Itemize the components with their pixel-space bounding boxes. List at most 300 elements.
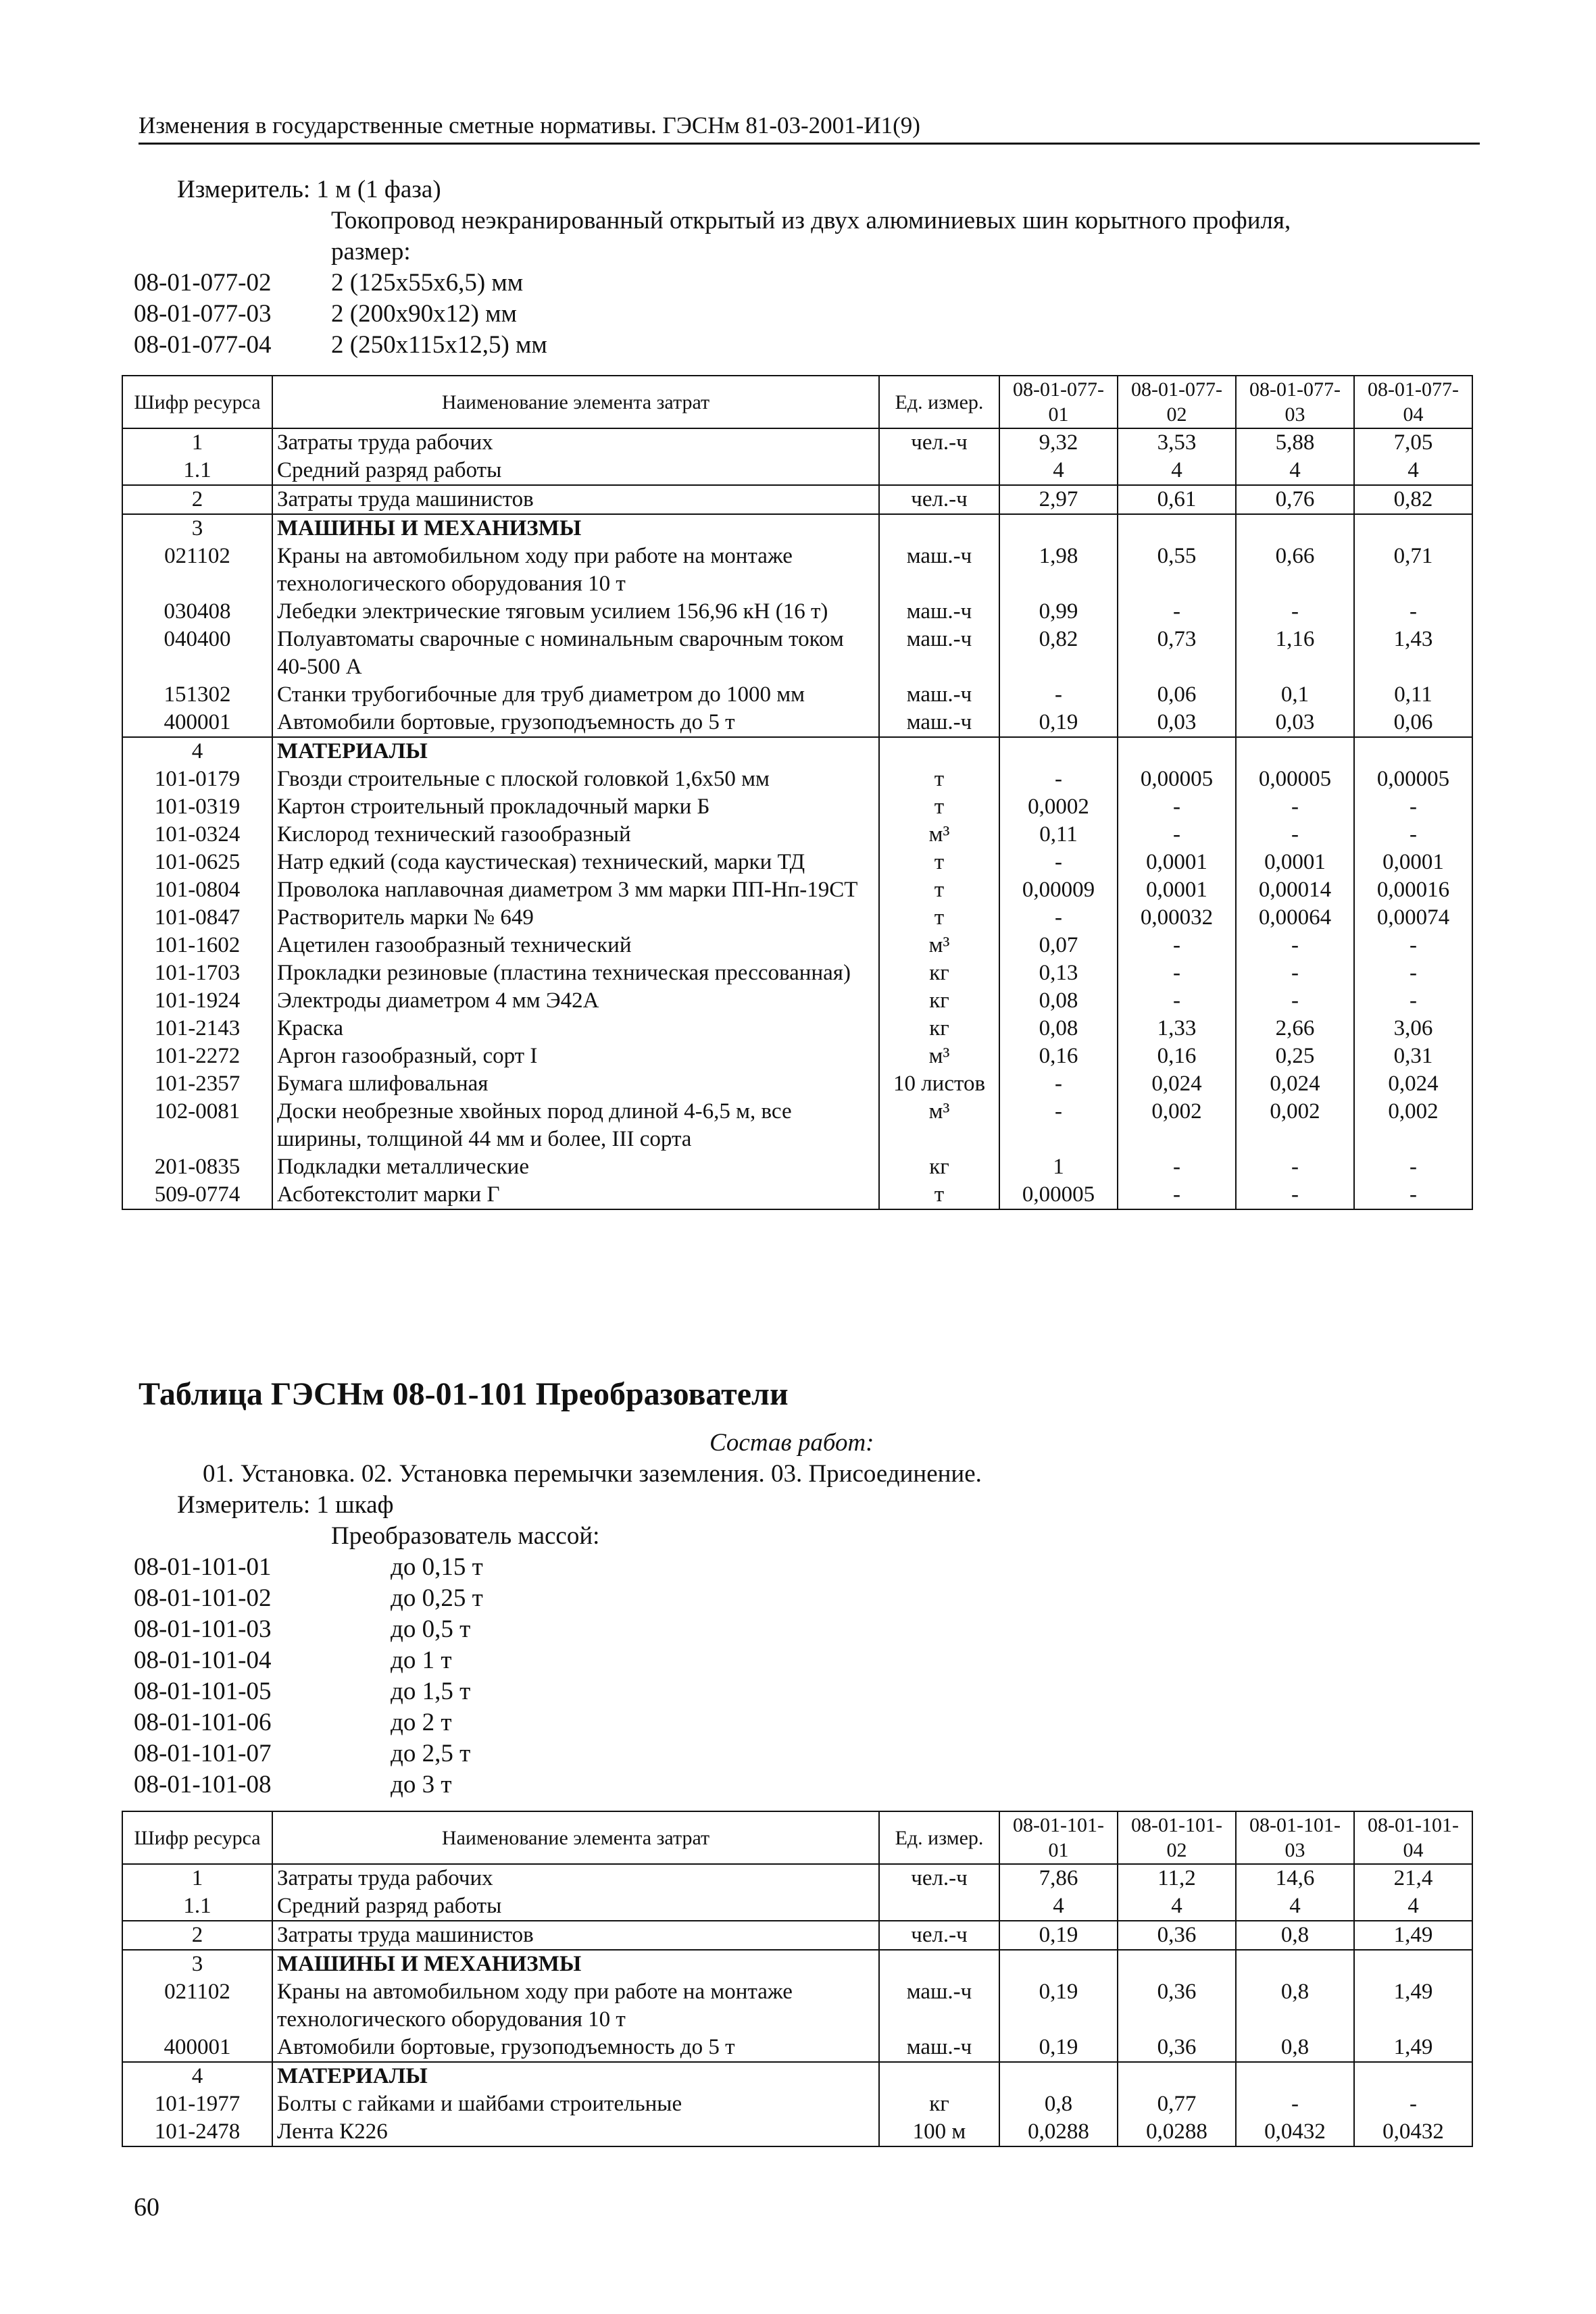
value-cell: 4 xyxy=(1354,457,1472,485)
resource-code-cell: 102-0081 xyxy=(122,1098,272,1153)
value-cell: 0,11 xyxy=(1354,681,1472,709)
unit-cell: т xyxy=(879,765,999,793)
value-cell: - xyxy=(1118,1153,1236,1181)
value-cell: 0,00005 xyxy=(1354,765,1472,793)
resource-code-cell: 101-0179 xyxy=(122,765,272,793)
value-cell: 0,55 xyxy=(1118,543,1236,598)
value-cell: 0,11 xyxy=(999,821,1118,849)
resource-table-2 xyxy=(122,1811,1473,2147)
value-cell: - xyxy=(1236,987,1354,1015)
value-cell: 0,13 xyxy=(999,959,1118,987)
resource-name-cell: Прокладки резиновые (пластина техническая прессованная) xyxy=(272,959,879,987)
resource-name-cell: Средний разряд работы xyxy=(272,1892,879,1921)
table-row xyxy=(122,626,1472,681)
value-cell: 3,06 xyxy=(1354,1015,1472,1042)
value-cell: 0,08 xyxy=(999,987,1118,1015)
norm-code: 08-01-077-02 xyxy=(134,269,272,297)
unit-cell: чел.-ч xyxy=(879,1921,999,1950)
value-cell: 5,88 xyxy=(1236,428,1354,457)
resource-code-cell: 1.1 xyxy=(122,457,272,485)
code-list-1 xyxy=(134,268,547,361)
norm-description: до 3 т xyxy=(391,1771,452,1799)
value-cell: 0,002 xyxy=(1236,1098,1354,1153)
value-cell xyxy=(1118,1950,1236,1978)
norm-description: до 0,15 т xyxy=(391,1553,483,1581)
value-cell xyxy=(1236,514,1354,543)
norm-code: 08-01-077-04 xyxy=(134,331,272,359)
unit-cell: кг xyxy=(879,2090,999,2118)
norm-code: 08-01-101-02 xyxy=(134,1584,272,1612)
value-cell: 0,08 xyxy=(999,1015,1118,1042)
value-cell xyxy=(1118,2062,1236,2090)
norm-description: до 1 т xyxy=(391,1646,452,1674)
value-cell: 0,03 xyxy=(1118,709,1236,737)
value-cell: 0,00005 xyxy=(999,1181,1118,1209)
value-cell: - xyxy=(1236,793,1354,821)
value-cell: 0,0001 xyxy=(1118,876,1236,904)
norm-code: 08-01-101-06 xyxy=(134,1709,272,1736)
resource-name-cell: Подкладки металлические xyxy=(272,1153,879,1181)
value-cell: 0,00064 xyxy=(1236,904,1354,932)
resource-code-cell: 101-2478 xyxy=(122,2118,272,2146)
value-cell: 0,99 xyxy=(999,598,1118,626)
code-list-item xyxy=(134,1645,483,1676)
unit-cell: 100 м xyxy=(879,2118,999,2146)
resource-name-cell: Затраты труда машинистов xyxy=(272,485,879,514)
norm-description: до 1,5 т xyxy=(391,1678,471,1705)
value-cell: 0,36 xyxy=(1118,2034,1236,2062)
resource-code-cell: 1.1 xyxy=(122,1892,272,1921)
resource-name-cell: Затраты труда машинистов xyxy=(272,1921,879,1950)
resource-name-cell: Станки трубогибочные для труб диаметром до 1000 мм xyxy=(272,681,879,709)
resource-name-cell: Растворитель марки № 649 xyxy=(272,904,879,932)
value-cell: 0,00016 xyxy=(1354,876,1472,904)
value-cell: 0,19 xyxy=(999,709,1118,737)
page-number: 60 xyxy=(134,2193,159,2221)
table-row xyxy=(122,2090,1472,2118)
resource-name-cell: Затраты труда рабочих xyxy=(272,428,879,457)
measure-line-1: Измеритель: 1 м (1 фаза) xyxy=(177,176,441,203)
value-cell: 0,73 xyxy=(1118,626,1236,681)
resource-code-cell: 101-0625 xyxy=(122,849,272,876)
unit-cell: кг xyxy=(879,987,999,1015)
unit-cell: маш.-ч xyxy=(879,681,999,709)
value-cell: - xyxy=(1354,959,1472,987)
resource-name-cell: Краны на автомобильном ходу при работе на монтаже технологического оборудования 10 т xyxy=(272,543,879,598)
unit-cell: т xyxy=(879,849,999,876)
resource-name-cell: Кислород технический газообразный xyxy=(272,821,879,849)
resource-code-cell: 151302 xyxy=(122,681,272,709)
unit-cell: м³ xyxy=(879,821,999,849)
unit-cell: кг xyxy=(879,1153,999,1181)
table-row xyxy=(122,959,1472,987)
value-cell: - xyxy=(1354,793,1472,821)
resource-code-cell: 4 xyxy=(122,737,272,765)
value-cell: 7,05 xyxy=(1354,428,1472,457)
table-row xyxy=(122,1042,1472,1070)
norm-code: 08-01-101-04 xyxy=(134,1646,272,1674)
resource-code-cell: 021102 xyxy=(122,543,272,598)
value-cell xyxy=(999,2062,1118,2090)
table-row xyxy=(122,543,1472,598)
table-row xyxy=(122,1950,1472,1978)
resource-name-cell: Аргон газообразный, сорт I xyxy=(272,1042,879,1070)
table-row xyxy=(122,904,1472,932)
unit-cell: кг xyxy=(879,1015,999,1042)
value-cell: - xyxy=(1354,932,1472,959)
value-cell: 1,49 xyxy=(1354,2034,1472,2062)
value-cell: 0,024 xyxy=(1236,1070,1354,1098)
value-cell: - xyxy=(1118,987,1236,1015)
value-cell: 1,43 xyxy=(1354,626,1472,681)
value-cell: - xyxy=(1236,821,1354,849)
header-col-2: 08-01-101-02 xyxy=(1118,1811,1236,1864)
resource-name-cell: Средний разряд работы xyxy=(272,457,879,485)
value-cell: 0,16 xyxy=(1118,1042,1236,1070)
value-cell: 0,00074 xyxy=(1354,904,1472,932)
norm-description: 2 (250x115x12,5) мм xyxy=(331,331,547,359)
resource-name-cell: Затраты труда рабочих xyxy=(272,1864,879,1892)
resource-code-cell: 101-1602 xyxy=(122,932,272,959)
value-cell: 0,8 xyxy=(1236,1978,1354,2034)
table-row xyxy=(122,485,1472,514)
header-name: Наименование элемента затрат xyxy=(272,1811,879,1864)
norm-description: до 0,5 т xyxy=(391,1615,471,1643)
code-list-item xyxy=(134,1614,483,1645)
value-cell: 1,49 xyxy=(1354,1921,1472,1950)
value-cell: 14,6 xyxy=(1236,1864,1354,1892)
norm-description: 2 (200x90x12) мм xyxy=(331,300,517,328)
value-cell xyxy=(999,737,1118,765)
value-cell: 4 xyxy=(999,457,1118,485)
value-cell: 0,00014 xyxy=(1236,876,1354,904)
value-cell: 0,06 xyxy=(1118,681,1236,709)
resource-name-cell: Полуавтоматы сварочные с номинальным сварочным током 40-500 А xyxy=(272,626,879,681)
code-list-item xyxy=(134,330,547,361)
description-line-1: Токопровод неэкранированный открытый из двух алюминиевых шин корытного профиля, xyxy=(331,207,1291,234)
value-cell: 0,82 xyxy=(1354,485,1472,514)
resource-name-cell: Краны на автомобильном ходу при работе на монтаже технологического оборудования 10 т xyxy=(272,1978,879,2034)
value-cell: 4 xyxy=(1118,457,1236,485)
table-row xyxy=(122,849,1472,876)
value-cell: 0,19 xyxy=(999,1978,1118,2034)
resource-code-cell: 021102 xyxy=(122,1978,272,2034)
value-cell: 1,49 xyxy=(1354,1978,1472,2034)
value-cell: - xyxy=(1354,2090,1472,2118)
resource-code-cell: 101-0847 xyxy=(122,904,272,932)
norm-description: до 2 т xyxy=(391,1709,452,1736)
header-col-3: 08-01-077-03 xyxy=(1236,376,1354,428)
table-row xyxy=(122,428,1472,457)
table-row xyxy=(122,1070,1472,1098)
table-row xyxy=(122,514,1472,543)
code-list-item xyxy=(134,299,547,330)
unit-cell: чел.-ч xyxy=(879,1864,999,1892)
value-cell: 0,76 xyxy=(1236,485,1354,514)
value-cell: - xyxy=(999,1098,1118,1153)
table-row xyxy=(122,1892,1472,1921)
table-row xyxy=(122,457,1472,485)
value-cell: 0,66 xyxy=(1236,543,1354,598)
resource-code-cell: 101-1703 xyxy=(122,959,272,987)
value-cell: 2,97 xyxy=(999,485,1118,514)
resource-name-cell: Бумага шлифовальная xyxy=(272,1070,879,1098)
value-cell: - xyxy=(1236,598,1354,626)
table-row xyxy=(122,681,1472,709)
value-cell xyxy=(1236,2062,1354,2090)
value-cell: 0,024 xyxy=(1118,1070,1236,1098)
table-row xyxy=(122,737,1472,765)
resource-code-cell: 2 xyxy=(122,1921,272,1950)
value-cell: - xyxy=(1118,821,1236,849)
resource-name-cell: Картон строительный прокладочный марки Б xyxy=(272,793,879,821)
resource-code-cell: 3 xyxy=(122,1950,272,1978)
header-code: Шифр ресурса xyxy=(122,1811,272,1864)
unit-cell: маш.-ч xyxy=(879,543,999,598)
norm-description: до 2,5 т xyxy=(391,1740,471,1767)
value-cell: 0,0001 xyxy=(1354,849,1472,876)
norm-code: 08-01-101-03 xyxy=(134,1615,272,1643)
resource-code-cell: 2 xyxy=(122,485,272,514)
value-cell: 0,06 xyxy=(1354,709,1472,737)
resource-name-cell: Краска xyxy=(272,1015,879,1042)
resource-name-cell: Электроды диаметром 4 мм Э42А xyxy=(272,987,879,1015)
value-cell: 4 xyxy=(999,1892,1118,1921)
table-row xyxy=(122,1098,1472,1153)
resource-code-cell: 101-1924 xyxy=(122,987,272,1015)
resource-code-cell: 509-0774 xyxy=(122,1181,272,1209)
resource-name-cell: Лебедки электрические тяговым усилием 156,96 кН (16 т) xyxy=(272,598,879,626)
resource-code-cell: 101-0804 xyxy=(122,876,272,904)
resource-name-cell: МАТЕРИАЛЫ xyxy=(272,2062,879,2090)
code-list-item xyxy=(134,1583,483,1614)
resource-name-cell: Автомобили бортовые, грузоподъемность до 5 т xyxy=(272,2034,879,2062)
value-cell: 0,36 xyxy=(1118,1978,1236,2034)
work-composition-title: Состав работ: xyxy=(709,1429,874,1457)
value-cell: - xyxy=(1354,987,1472,1015)
table-row xyxy=(122,1153,1472,1181)
table-row xyxy=(122,765,1472,793)
value-cell: - xyxy=(1354,1181,1472,1209)
value-cell: 0,00005 xyxy=(1118,765,1236,793)
value-cell: 0,00005 xyxy=(1236,765,1354,793)
header-col-2: 08-01-077-02 xyxy=(1118,376,1236,428)
norm-code: 08-01-101-08 xyxy=(134,1771,272,1799)
value-cell: - xyxy=(1354,821,1472,849)
table-row xyxy=(122,2034,1472,2062)
norm-description: 2 (125x55x6,5) мм xyxy=(331,269,524,297)
resource-name-cell: Ацетилен газообразный технический xyxy=(272,932,879,959)
work-composition-text: 01. Установка. 02. Установка перемычки заземления. 03. Присоединение. xyxy=(203,1460,982,1488)
unit-cell xyxy=(879,514,999,543)
unit-cell xyxy=(879,457,999,485)
resource-name-cell: МАШИНЫ И МЕХАНИЗМЫ xyxy=(272,1950,879,1978)
resource-name-cell: Асботекстолит марки Г xyxy=(272,1181,879,1209)
value-cell: 0,0288 xyxy=(999,2118,1118,2146)
value-cell: 0,36 xyxy=(1118,1921,1236,1950)
unit-cell: маш.-ч xyxy=(879,598,999,626)
resource-name-cell: Проволока наплавочная диаметром 3 мм марки ПП-Нп-19СТ xyxy=(272,876,879,904)
value-cell: - xyxy=(1118,1181,1236,1209)
unit-cell: м³ xyxy=(879,1042,999,1070)
unit-cell: чел.-ч xyxy=(879,485,999,514)
resource-code-cell: 101-2143 xyxy=(122,1015,272,1042)
value-cell: 1 xyxy=(999,1153,1118,1181)
resource-name-cell: Доски необрезные хвойных пород длиной 4-6,5 м, все ширины, толщиной 44 мм и более, III сорта xyxy=(272,1098,879,1153)
table-row xyxy=(122,1181,1472,1209)
value-cell xyxy=(1118,737,1236,765)
table-title-2: Таблица ГЭСНм 08-01-101 Преобразователи xyxy=(139,1376,789,1412)
value-cell: 9,32 xyxy=(999,428,1118,457)
unit-cell xyxy=(879,2062,999,2090)
value-cell: - xyxy=(1118,959,1236,987)
norm-code: 08-01-101-07 xyxy=(134,1740,272,1767)
value-cell: - xyxy=(1354,598,1472,626)
value-cell: - xyxy=(999,1070,1118,1098)
page-header: Изменения в государственные сметные нормативы. ГЭСНм 81-03-2001-И1(9) xyxy=(139,110,1480,145)
value-cell: - xyxy=(1118,932,1236,959)
table-row xyxy=(122,1921,1472,1950)
code-list-item xyxy=(134,1707,483,1738)
resource-code-cell: 400001 xyxy=(122,2034,272,2062)
resource-name-cell: Гвозди строительные с плоской головкой 1,6х50 мм xyxy=(272,765,879,793)
value-cell: 2,66 xyxy=(1236,1015,1354,1042)
table-row xyxy=(122,987,1472,1015)
header-col-4: 08-01-077-04 xyxy=(1354,376,1472,428)
value-cell: 7,86 xyxy=(999,1864,1118,1892)
header-name: Наименование элемента затрат xyxy=(272,376,879,428)
value-cell: 0,19 xyxy=(999,2034,1118,2062)
header-code: Шифр ресурса xyxy=(122,376,272,428)
table-row xyxy=(122,932,1472,959)
unit-cell: маш.-ч xyxy=(879,1978,999,2034)
table-row xyxy=(122,1978,1472,2034)
value-cell xyxy=(1354,1950,1472,1978)
resource-code-cell: 1 xyxy=(122,1864,272,1892)
value-cell: 0,03 xyxy=(1236,709,1354,737)
resource-code-cell: 201-0835 xyxy=(122,1153,272,1181)
value-cell xyxy=(1118,514,1236,543)
header-col-1: 08-01-101-01 xyxy=(999,1811,1118,1864)
value-cell: 21,4 xyxy=(1354,1864,1472,1892)
unit-cell: маш.-ч xyxy=(879,709,999,737)
unit-cell: т xyxy=(879,793,999,821)
value-cell: - xyxy=(1236,932,1354,959)
value-cell xyxy=(999,1950,1118,1978)
value-cell: 0,71 xyxy=(1354,543,1472,598)
table-row xyxy=(122,876,1472,904)
resource-name-cell: Натр едкий (сода каустическая) технический, марки ТД xyxy=(272,849,879,876)
value-cell: - xyxy=(999,849,1118,876)
value-cell: 0,07 xyxy=(999,932,1118,959)
header-col-3: 08-01-101-03 xyxy=(1236,1811,1354,1864)
value-cell: - xyxy=(999,681,1118,709)
resource-code-cell: 101-0324 xyxy=(122,821,272,849)
value-cell xyxy=(1236,1950,1354,1978)
resource-code-cell: 101-2357 xyxy=(122,1070,272,1098)
table-row xyxy=(122,821,1472,849)
code-list-item xyxy=(134,1676,483,1707)
value-cell: 4 xyxy=(1236,457,1354,485)
resource-code-cell: 1 xyxy=(122,428,272,457)
resource-name-cell: Болты с гайками и шайбами строительные xyxy=(272,2090,879,2118)
value-cell xyxy=(1236,737,1354,765)
unit-cell xyxy=(879,737,999,765)
value-cell: 1,98 xyxy=(999,543,1118,598)
resource-name-cell: МАТЕРИАЛЫ xyxy=(272,737,879,765)
value-cell: 0,0288 xyxy=(1118,2118,1236,2146)
table-row xyxy=(122,2062,1472,2090)
unit-cell: маш.-ч xyxy=(879,2034,999,2062)
code-list-2 xyxy=(134,1552,483,1801)
value-cell: 0,0001 xyxy=(1236,849,1354,876)
code-list-item xyxy=(134,268,547,299)
table-row xyxy=(122,709,1472,737)
resource-code-cell: 040400 xyxy=(122,626,272,681)
norm-code: 08-01-077-03 xyxy=(134,300,272,328)
value-cell: 0,8 xyxy=(999,2090,1118,2118)
value-cell: 0,16 xyxy=(999,1042,1118,1070)
unit-cell xyxy=(879,1950,999,1978)
value-cell: 0,00032 xyxy=(1118,904,1236,932)
resource-code-cell: 101-0319 xyxy=(122,793,272,821)
resource-name-cell: Автомобили бортовые, грузоподъемность до 5 т xyxy=(272,709,879,737)
value-cell xyxy=(1354,514,1472,543)
value-cell: - xyxy=(1354,1153,1472,1181)
value-cell xyxy=(1354,2062,1472,2090)
value-cell: 0,002 xyxy=(1118,1098,1236,1153)
value-cell: 0,61 xyxy=(1118,485,1236,514)
value-cell: - xyxy=(1236,1181,1354,1209)
value-cell: 0,002 xyxy=(1354,1098,1472,1153)
unit-cell: м³ xyxy=(879,1098,999,1153)
value-cell: 0,0002 xyxy=(999,793,1118,821)
value-cell: 0,77 xyxy=(1118,2090,1236,2118)
value-cell: 3,53 xyxy=(1118,428,1236,457)
value-cell xyxy=(999,514,1118,543)
unit-cell: 10 листов xyxy=(879,1070,999,1098)
value-cell: 0,8 xyxy=(1236,1921,1354,1950)
resource-code-cell: 400001 xyxy=(122,709,272,737)
norm-code: 08-01-101-01 xyxy=(134,1553,272,1581)
description-line-2: размер: xyxy=(331,238,411,266)
value-cell: 0,00009 xyxy=(999,876,1118,904)
table-row xyxy=(122,598,1472,626)
value-cell: - xyxy=(1236,2090,1354,2118)
measure-line-2: Измеритель: 1 шкаф xyxy=(177,1491,394,1519)
value-cell: 4 xyxy=(1118,1892,1236,1921)
value-cell: 0,31 xyxy=(1354,1042,1472,1070)
table-row xyxy=(122,2118,1472,2146)
value-cell: - xyxy=(999,904,1118,932)
unit-cell xyxy=(879,1892,999,1921)
value-cell: - xyxy=(1118,598,1236,626)
code-list-item xyxy=(134,1738,483,1769)
resource-code-cell: 101-1977 xyxy=(122,2090,272,2118)
value-cell: 11,2 xyxy=(1118,1864,1236,1892)
unit-cell: маш.-ч xyxy=(879,626,999,681)
value-cell: 0,19 xyxy=(999,1921,1118,1950)
table-row xyxy=(122,1864,1472,1892)
unit-cell: т xyxy=(879,1181,999,1209)
header-col-1: 08-01-077-01 xyxy=(999,376,1118,428)
value-cell: - xyxy=(1118,793,1236,821)
header-unit: Ед. измер. xyxy=(879,376,999,428)
value-cell: 1,16 xyxy=(1236,626,1354,681)
code-list-item xyxy=(134,1769,483,1801)
value-cell: - xyxy=(999,765,1118,793)
value-cell: - xyxy=(1236,1153,1354,1181)
